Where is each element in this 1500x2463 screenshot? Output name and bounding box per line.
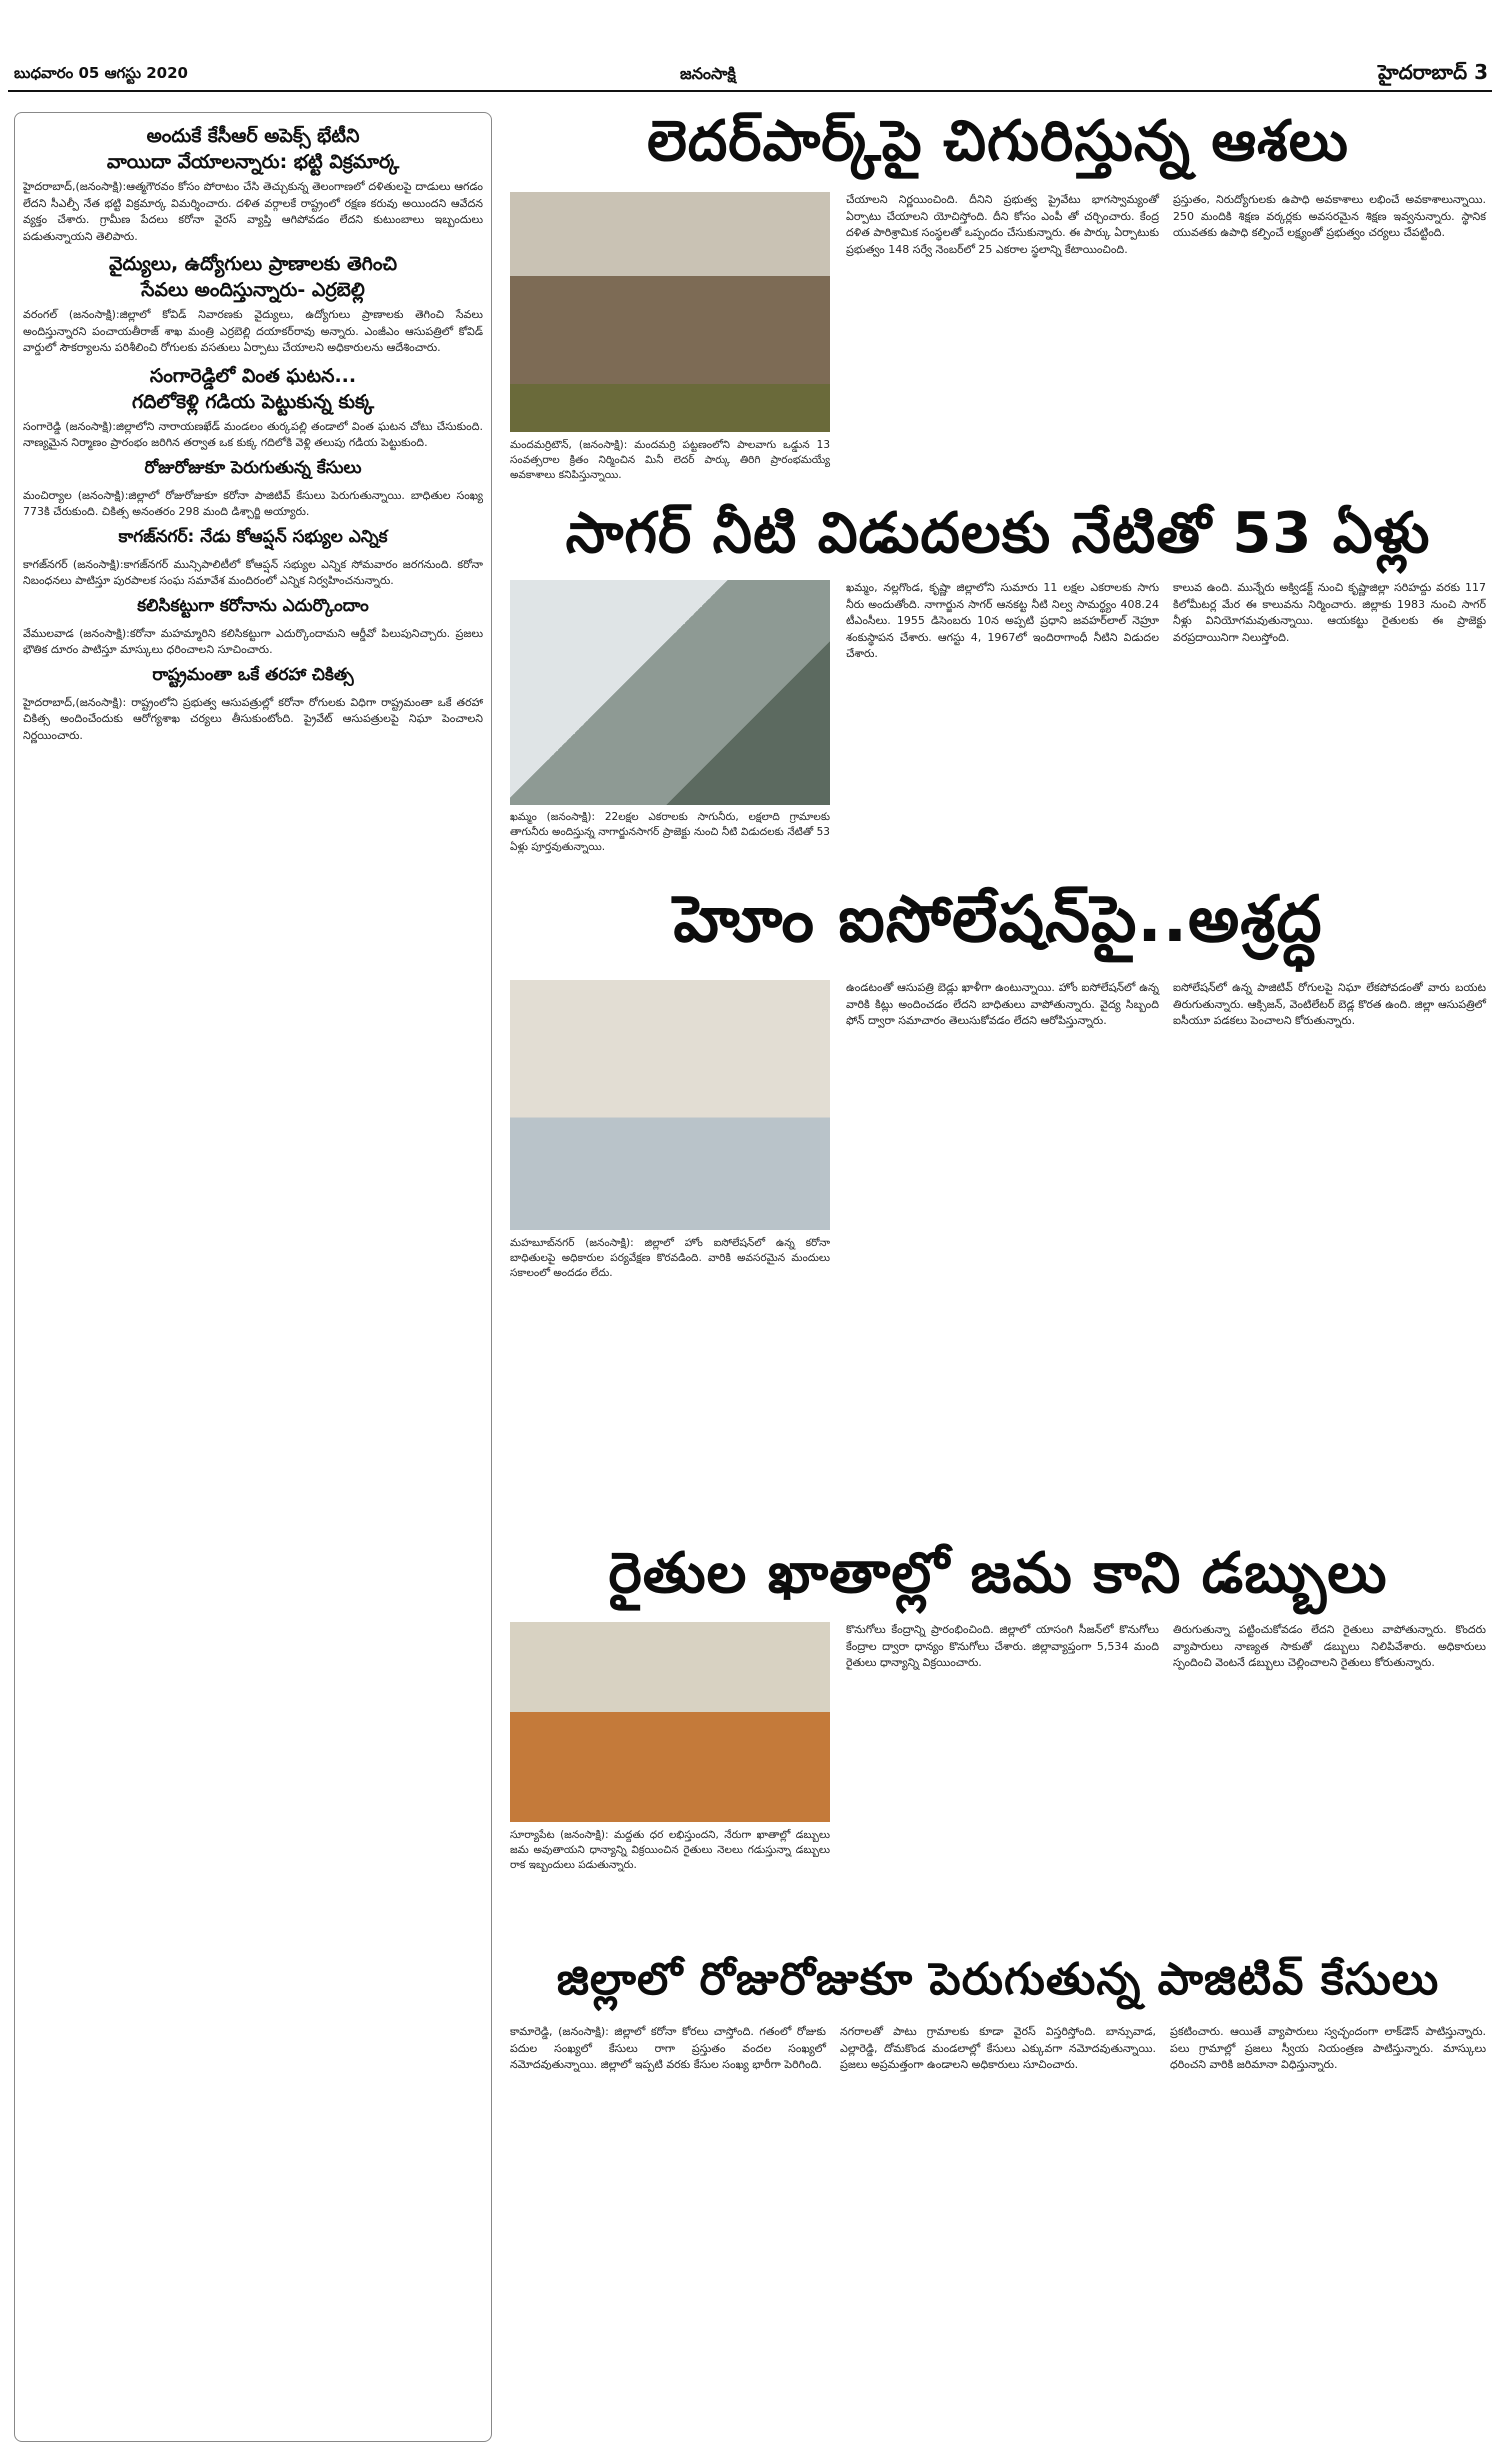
story2-body: వరంగల్ (జనంసాక్షి):జిల్లాలో కోవిడ్ నివారణకు వైద్యులు, ఉద్యోగులు ప్రాణాలకు తెగించి సేవలు అందిస్తున్నారని పంచాయతీరాజ్ శాఖ మంత్రి ఎర్రబెల్లి దయాకర్‌రావు అన్నారు. ఎంజీఎం ఆసుపత్రిలో కోవిడ్ వార్డులో సౌకర్యాలను పరిశీలించి రోగులకు వసతులు ఏర్పాటు చేయాలని అధికారులను ఆదేశించారు. [23,308,483,354]
story1-body: హైదరాబాద్,(జనంసాక్షి):ఆత్మగౌరవం కోసం పోరాటం చేసి తెచ్చుకున్న తెలంగాణలో దళితులపై దాడులు ఆగడం లేదని సీఎల్పీ నేత భట్టి విక్రమార్క విమర్శించారు. దళిత వర్గాలకే రాష్ట్రంలో రక్షణ కరువు అయిందని ఆవేదన వ్యక్తం చేశారు. గ్రామీణ పేదలు కరోనా వైరస్ వ్యాప్తి ఆగిపోవడం లేదని కుటుంబాలు ఇబ్బందులు పడుతున్నాయని తెలిపారు. [23,180,483,243]
story2-headline [23,251,483,303]
story2-headline-line1: వైద్యులు, ఉద్యోగులు ప్రాణాలకు తెగించి [108,253,398,275]
sagar-col1: ఖమ్మం, నల్లగొండ, కృష్ణా జిల్లాలోని సుమారు 11 లక్షల ఎకరాలకు సాగు నీరు అందుతోంది. నాగార్జున సాగర్ ఆనకట్ట నీటి నిల్వ సామర్థ్యం 408.24 టీఎంసీలు. 1955 డిసెంబరు 10న అప్పటి ప్రధాని జవహర్‌లాల్ నెహ్రూ శంకుస్థాపన చేశారు. ఆగస్టు 4, 1967లో ఇందిరాగాంధీ నీటిని విడుదల చేశారు. [846,581,1159,660]
sagar-caption: ఖమ్మం (జనంసాక్షి): 22లక్షల ఎకరాలకు సాగునీరు, లక్షలాది గ్రామాలకు తాగునీరు అందిస్తున్న నాగార్జునసాగర్ ప్రాజెక్టు నుంచి నీటి విడుదలకు నేటితో 53 ఏళ్లు పూర్తవుతున్నాయి. [510,811,830,853]
sagar-col2: కాలువ ఉంది. మున్నేరు అక్విడక్ట్ నుంచి కృష్ణాజిల్లా సరిహద్దు వరకు 117 కిలోమీటర్ల మేర ఈ కాలువను నిర్మించారు. జిల్లాకు 1983 నుంచి సాగర్ నీళ్లు వినియోగమవుతున్నాయి. ఆయకట్టు రైతులకు ఈ ప్రాజెక్టు వరప్రదాయినిగా నిలుస్తోంది. [1173,581,1486,644]
home-isolation-col2: ఐసోలేషన్‌లో ఉన్న పాజిటివ్ రోగులపై నిఘా లేకపోవడంతో వారు బయట తిరుగుతున్నారు. ఆక్సిజన్, వెంటిలేటర్ బెడ్ల కొరత ఉంది. జిల్లా ఆసుపత్రిలో ఐసీయూ పడకలు పెంచాలని కోరుతున్నారు. [1173,981,1486,1027]
header-date: బుధవారం 05 ఆగస్టు 2020 [14,64,188,82]
header-city: హైదరాబాద్ [1378,60,1468,84]
story7-body: హైదరాబాద్,(జనంసాక్షి): రాష్ట్రంలోని ప్రభుత్వ ఆసుపత్రుల్లో కరోనా రోగులకు విధిగా రాష్ట్రమంతా ఒకే తరహా చికిత్స అందించేందుకు ఆరోగ్యశాఖ చర్యలు తీసుకుంటోంది. ప్రైవేట్ ఆసుపత్రులపై నిఘా పెంచాలని నిర్ణయించారు. [23,695,483,742]
home-isolation-headline: హెూం ఐసోలేషన్‌పై..అశ్రద్ధ [673,883,1323,957]
story4-body: మంచిర్యాల (జనంసాక్షి):జిల్లాలో రోజురోజుకూ కరోనా పాజిటివ్ కేసులు పెరుగుతున్నాయి. బాధితుల సంఖ్య 773కి చేరుకుంది. చికిత్స అనంతరం 298 మంది డిశ్చార్జి అయ్యారు. [23,488,483,518]
story5-headline: కాగజ్‌నగర్: నేడు కోఆప్షన్ సభ్యుల ఎన్నిక [118,526,388,547]
home-isolation-text [846,980,1486,1030]
positive-cases-text [510,2024,1486,2074]
story1-headline-line2: వాయిదా వేయాలన్నారు: భట్టి విక్రమార్క [106,151,400,173]
story1-headline-line1: అందుకే కేసీఆర్ అపెక్స్ భేటీని [146,125,360,147]
positive-cases-col3: ప్రకటించారు. ఆయితే వ్యాపారులు స్వచ్ఛందంగా లాక్‌డౌన్ పాటిస్తున్నారు. పలు గ్రామాల్లో ప్రజలు స్వీయ నియంత్రణ పాటిస్తున్నారు. మాస్కులు ధరించని వారికి జరిమానా విధిస్తున్నారు. [1170,2025,1486,2071]
header-rule [8,90,1492,92]
leather-park-story [510,108,1486,538]
leather-park-text [846,192,1486,258]
leather-park-caption: మందమర్రిటౌన్, (జనంసాక్షి): మందమర్రి పట్టణంలోని పాలవాగు ఒడ్డున 13 సంవత్సరాల క్రితం నిర్మించిన మినీ లెదర్ పార్కు తిరిగి ప్రారంభమయ్యే అవకాశాలు కనిపిస్తున్నాయి. [510,439,830,481]
page-number: 3 [1474,60,1488,84]
sagar-dam-photo [510,580,830,805]
hospital-beds-photo [510,980,830,1230]
farmers-col2: తిరుగుతున్నా పట్టించుకోవడం లేదని రైతులు వాపోతున్నారు. కొందరు వ్యాపారులు నాణ్యత సాకుతో డబ్బులు నిలిపివేశారు. అధికారులు స్పందించి వెంటనే డబ్బులు చెల్లించాలని రైతులు కోరుతున్నారు. [1173,1623,1486,1669]
story5-body: కాగజ్‌నగర్ (జనంసాక్షి):కాగజ్‌నగర్ మున్సిపాలిటీలో కోఆప్షన్ సభ్యుల ఎన్నిక సోమవారం జరగనుంది. కరోనా నిబంధనలు పాటిస్తూ పురపాలక సంఘ సమావేశ మందిరంలో ఎన్నిక నిర్వహించనున్నారు. [23,557,483,587]
leather-park-headline: లెదర్‌పార్క్‌పై చిగురిస్తున్న ఆశలు [647,109,1349,174]
story3-body: సంగారెడ్డి (జనంసాక్షి):జిల్లాలోని నారాయణఖేడ్ మండలం తుర్కపల్లి తండాలో వింత ఘటన చోటు చేసుకుంది. నాణ్యమైన నిర్మాణం ప్రారంభం జరిగిన తర్వాత ఒక కుక్క గదిలోకి వెళ్లి తలుపు గడియ పెట్టుకుంది. [23,419,483,449]
positive-cases-story [510,1950,1486,2440]
leather-park-photo [510,192,830,432]
page-header [0,0,1500,84]
farmers-col1: కొనుగోలు కేంద్రాన్ని ప్రారంభించింది. జిల్లాలో యాసంగి సీజన్‌లో కొనుగోలు కేంద్రాల ద్వారా ధాన్యం కొనుగోలు చేశారు. జిల్లావ్యాప్తంగా 5,534 మంది రైతులు ధాన్యాన్ని విక్రయించారు. [846,1623,1159,1669]
leather-park-col1: చేయాలని నిర్ణయించింది. దీనిని ప్రభుత్వ ప్రైవేటు భాగస్వామ్యంతో ఏర్పాటు చేయాలని యోచిస్తోంది. దీని కోసం ఎంపీ తో చర్చించారు. కేంద్ర దళిత పారిశ్రామిక సంస్థలతో ఒప్పందం చేసుకున్నారు. ఈ పార్కు ఏర్పాటుకు ప్రభుత్వం 148 సర్వే నెంబర్‌లో 25 ఎకరాల స్థలాన్ని కేటాయించింది. [846,193,1159,256]
home-isolation-col1: ఉండటంతో ఆసుపత్రి బెడ్లు ఖాళీగా ఉంటున్నాయి. హోం ఐసోలేషన్‌లో ఉన్న వారికి కిట్లు అందించడం లేదని బాధితులు వాపోతున్నారు. వైద్య సిబ్బంది ఫోన్ ద్వారా సమాచారం తెలుసుకోవడం లేదని ఆరోపిస్తున్నారు. [846,981,1159,1027]
positive-cases-headline: జిల్లాలో రోజురోజుకూ పెరుగుతున్న పాజిటివ్ కేసులు [556,1954,1440,2005]
farmers-caption: సూర్యాపేట (జనంసాక్షి): మద్దతు ధర లభిస్తుందని, నేరుగా ఖాతాల్లో డబ్బులు జమ అవుతాయని ధాన్యాన్ని విక్రయించిన రైతులు నెలలు గడుస్తున్నా డబ్బులు రాక ఇబ్బందులు పడుతున్నారు. [510,1829,830,1871]
positive-cases-col2: నగరాలతో పాటు గ్రామాలకు కూడా వైరస్ విస్తరిస్తోంది. బాన్సువాడ, ఎల్లారెడ్డి, దోమకొండ మండలాల్లో కేసులు ఎక్కువగా నమోదవుతున్నాయి. ప్రజలు అప్రమత్తంగా ఉండాలని అధికారులు సూచించారు. [840,2025,1156,2071]
grain-market-photo [510,1622,830,1822]
positive-cases-col1: కామారెడ్డి, (జనంసాక్షి): జిల్లాలో కరోనా కోరలు చాస్తోంది. గతంలో రోజుకు పదుల సంఖ్యలో కేసులు రాగా ప్రస్తుతం వందల సంఖ్యలో నమోదవుతున్నాయి. జిల్లాలో ఇప్పటి వరకు కేసుల సంఖ్య భారీగా పెరిగింది. [510,2025,826,2071]
story1-headline [23,123,483,175]
sagar-story [510,500,1486,890]
story7-headline: రాష్ట్రమంతా ఒకే తరహా చికిత్స [152,664,354,685]
farmers-story [510,1540,1486,1940]
story2-headline-line2: సేవలు అందిస్తున్నారు- ఎర్రబెల్లి [141,279,365,301]
left-column [14,112,492,2442]
sagar-headline: సాగర్ నీటి విడుదలకు నేటితో 53 ఏళ్లు [565,501,1431,566]
story6-body: వేములవాడ (జనంసాక్షి):కరోనా మహమ్మారిని కలిసికట్టుగా ఎదుర్కొందామని ఆర్డీవో పిలుపునిచ్చారు. ప్రజలు భౌతిక దూరం పాటిస్తూ మాస్కులు ధరించాలని సూచించారు. [23,626,483,656]
header-city-page [1378,60,1488,89]
farmers-headline: రైతుల ఖాతాల్లో జమ కాని డబ్బులు [608,1541,1388,1606]
sagar-text [846,580,1486,663]
story6-headline: కలిసికట్టుగా కరోనాను ఎదుర్కొందాం [137,595,369,616]
story3-headline-line2: గదిలోకెళ్లి గడియ పెట్టుకున్న కుక్క [131,390,375,413]
story4-headline: రోజురోజుకూ పెరుగుతున్న కేసులు [144,457,362,478]
home-isolation-story [510,880,1486,1440]
story3-headline [23,363,483,415]
header-brand: జనంసాక్షి [680,64,736,83]
farmers-text [846,1622,1486,1672]
leather-park-col2: ప్రస్తుతం, నిరుద్యోగులకు ఉపాధి అవకాశాలు లభించే అవకాశాలున్నాయి. 250 మందికి శిక్షణ వర్కర్లకు అవసరమైన శిక్షణ ఇవ్వనున్నారు. స్థానిక యువతకు ఉపాధి కల్పించే లక్ష్యంతో ప్రభుత్వం చర్యలు చేపట్టింది. [1173,193,1486,239]
home-isolation-caption: మహబూబ్‌నగర్ (జనంసాక్షి): జిల్లాలో హోం ఐసోలేషన్‌లో ఉన్న కరోనా బాధితులపై అధికారుల పర్యవేక్షణ కొరవడింది. వారికి అవసరమైన మందులు సకాలంలో అందడం లేదు. [510,1237,830,1279]
story3-headline-line1: సంగారెడ్డిలో వింత ఘటన... [149,364,357,387]
